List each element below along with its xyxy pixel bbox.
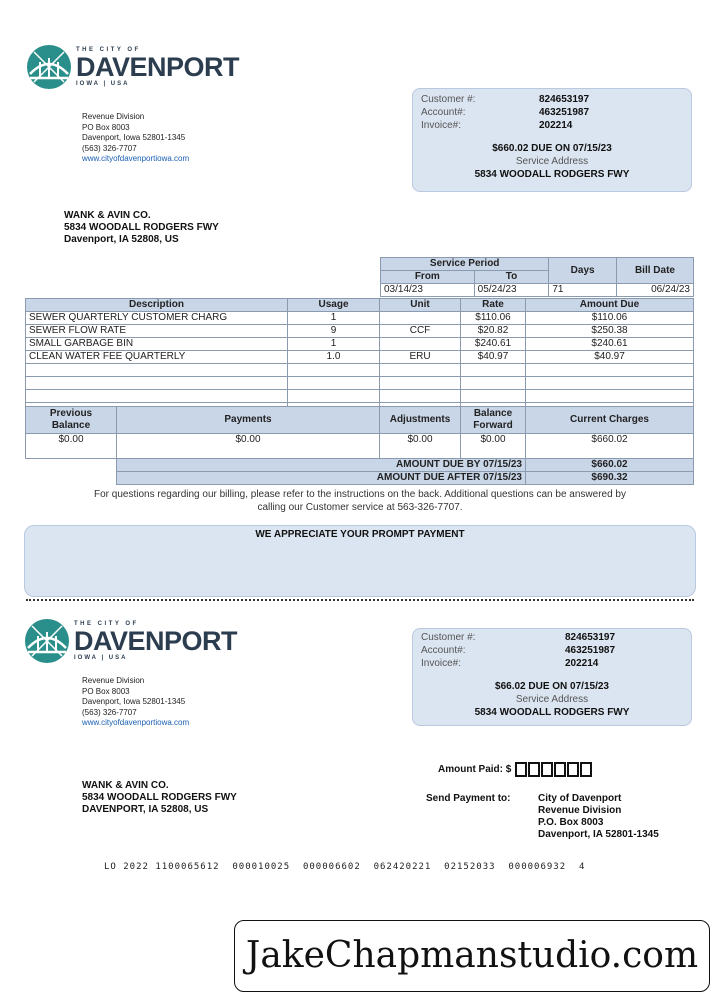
- days-header: Days: [549, 258, 617, 284]
- account-number-label: Account#:: [421, 107, 466, 118]
- empty-row: [26, 390, 694, 403]
- items-header-row: [26, 299, 694, 312]
- customer-street: 5834 WOODALL RODGERS FWY: [64, 222, 219, 233]
- customer-city: DAVENPORT, IA 52808, US: [82, 804, 209, 815]
- stub-sender-address: [82, 676, 189, 729]
- remit-line-2: Revenue Division: [538, 805, 622, 816]
- amount-paid-field: [438, 762, 593, 777]
- sender-phone: (563) 326-7707: [82, 143, 137, 153]
- empty-row: [26, 364, 694, 377]
- stub-account-info-box: [412, 628, 692, 726]
- sender-city: Davenport, Iowa 52801-1345: [82, 697, 186, 706]
- digit-box[interactable]: [528, 762, 540, 777]
- logo-top-text: THE CITY OF: [74, 621, 139, 627]
- customer-number-value: 824653197: [565, 632, 616, 643]
- customer-name: WANK & AVIN CO.: [64, 210, 151, 221]
- item-unit: [380, 338, 461, 351]
- customer-name: WANK & AVIN CO.: [82, 780, 169, 791]
- item-usage: 1.0: [288, 351, 380, 364]
- account-info-box: [412, 88, 692, 192]
- customer-number-label: Customer #:: [421, 94, 476, 105]
- city-logo: [26, 44, 239, 90]
- sender-box: PO Box 8003: [82, 686, 130, 696]
- digit-box[interactable]: [567, 762, 579, 777]
- service-to-date: 05/24/23: [474, 284, 549, 297]
- service-period-table: [380, 257, 694, 297]
- item-description: SMALL GARBAGE BIN: [26, 338, 288, 351]
- amount-due-line: $660.02 DUE ON 07/15/23: [492, 143, 612, 154]
- remit-line-1: City of Davenport: [538, 793, 622, 804]
- micr-scan-line: LO 2022 1100065612 000010025 000006602 062420221 02152033 000006932 4: [104, 862, 586, 872]
- summary-values-row: [26, 434, 694, 459]
- sender-division: Revenue Division: [82, 112, 145, 121]
- item-rate: $110.06: [461, 312, 526, 325]
- digit-box[interactable]: [515, 762, 527, 777]
- amount-paid-label: Amount Paid: $: [438, 764, 512, 775]
- item-amount: $40.97: [526, 351, 694, 364]
- item-rate: $20.82: [461, 325, 526, 338]
- service-days: 71: [549, 284, 617, 297]
- table-row: [26, 312, 694, 325]
- logo-name: DAVENPORT: [76, 52, 240, 82]
- studio-watermark: [234, 920, 710, 992]
- customer-number-label: Customer #:: [421, 632, 476, 643]
- appreciation-banner: [24, 525, 696, 597]
- adjustments-header: Adjustments: [380, 407, 461, 434]
- service-address-label: Service Address: [515, 694, 589, 705]
- item-amount: $250.38: [526, 325, 694, 338]
- from-header: From: [381, 271, 475, 284]
- sender-box: PO Box 8003: [82, 122, 130, 132]
- rate-header: Rate: [461, 299, 526, 312]
- davenport-bridge-emblem-icon: [26, 44, 72, 90]
- service-address-value: 5834 WOODALL RODGERS FWY: [474, 707, 630, 718]
- item-usage: 9: [288, 325, 380, 338]
- item-unit: [380, 312, 461, 325]
- logo-sub-text: IOWA | USA: [74, 655, 128, 661]
- item-rate: $40.97: [461, 351, 526, 364]
- sender-address: [82, 112, 189, 165]
- customer-street: 5834 WOODALL RODGERS FWY: [82, 792, 237, 803]
- item-description: SEWER QUARTERLY CUSTOMER CHARG: [26, 312, 288, 325]
- logo-name: DAVENPORT: [74, 626, 238, 656]
- usage-header: Usage: [288, 299, 380, 312]
- item-description: CLEAN WATER FEE QUARTERLY: [26, 351, 288, 364]
- payments-value: $0.00: [117, 434, 380, 459]
- amount-due-by-value: $660.02: [526, 459, 694, 472]
- amount-due-header: Amount Due: [526, 299, 694, 312]
- item-unit: CCF: [380, 325, 461, 338]
- previous-balance-value: $0.00: [26, 434, 117, 459]
- note-line-2: calling our Customer service at 563-326-7707.: [257, 502, 463, 513]
- item-amount: $240.61: [526, 338, 694, 351]
- summary-header-row: [26, 407, 694, 434]
- sender-division: Revenue Division: [82, 676, 145, 685]
- send-payment-label: Send Payment to:: [426, 793, 511, 804]
- current-charges-header: Current Charges: [526, 407, 694, 434]
- item-unit: ERU: [380, 351, 461, 364]
- balance-forward-value: $0.00: [461, 434, 526, 459]
- amount-due-by-label: AMOUNT DUE BY 07/15/23: [117, 459, 526, 472]
- table-row: [26, 351, 694, 364]
- item-rate: $240.61: [461, 338, 526, 351]
- line-items-table: [25, 298, 694, 416]
- amount-due-after-value: $690.32: [526, 472, 694, 485]
- previous-balance-header: Previous Balance: [26, 407, 117, 434]
- remit-address: [538, 793, 659, 841]
- customer-number-value: 824653197: [539, 94, 590, 105]
- sender-phone: (563) 326-7707: [82, 707, 137, 717]
- bill-date-header: Bill Date: [616, 258, 693, 284]
- sender-website-link[interactable]: www.cityofdavenportiowa.com: [82, 154, 190, 163]
- item-description: SEWER FLOW RATE: [26, 325, 288, 338]
- service-period-header: Service Period: [381, 258, 549, 271]
- sender-website-link[interactable]: www.cityofdavenportiowa.com: [82, 718, 190, 727]
- account-number-value: 463251987: [565, 645, 616, 656]
- stub-city-logo: [24, 618, 237, 664]
- empty-row: [26, 377, 694, 390]
- unit-header: Unit: [380, 299, 461, 312]
- account-number-value: 463251987: [539, 107, 590, 118]
- invoice-number-value: 202214: [565, 658, 599, 669]
- amount-due-after-row: [26, 472, 694, 485]
- table-row: [26, 338, 694, 351]
- invoice-number-label: Invoice#:: [421, 658, 462, 669]
- digit-box[interactable]: [541, 762, 553, 777]
- logo-top-text: THE CITY OF: [76, 47, 141, 53]
- amount-due-line: $66.02 DUE ON 07/15/23: [495, 681, 609, 692]
- appreciation-text: WE APPRECIATE YOUR PROMPT PAYMENT: [255, 529, 465, 540]
- amount-due-by-row: [26, 459, 694, 472]
- watermark-text: JakeChapmanstudio.com: [245, 935, 699, 976]
- digit-box[interactable]: [580, 762, 592, 777]
- digit-box[interactable]: [554, 762, 566, 777]
- amount-due-after-label: AMOUNT DUE AFTER 07/15/23: [117, 472, 526, 485]
- customer-address: [64, 210, 219, 246]
- payments-header: Payments: [117, 407, 380, 434]
- service-address-label: Service Address: [515, 156, 589, 167]
- service-address-value: 5834 WOODALL RODGERS FWY: [474, 169, 630, 180]
- invoice-number-value: 202214: [539, 120, 573, 131]
- customer-city: Davenport, IA 52808, US: [64, 234, 179, 245]
- item-usage: 1: [288, 338, 380, 351]
- note-line-1: For questions regarding our billing, please refer to the instructions on the back. Additional questions can be answered by: [94, 489, 626, 500]
- adjustments-value: $0.00: [380, 434, 461, 459]
- account-number-label: Account#:: [421, 645, 466, 656]
- balance-forward-header: Balance Forward: [461, 407, 526, 434]
- stub-customer-address: [82, 780, 237, 816]
- to-header: To: [474, 271, 549, 284]
- table-row: [26, 325, 694, 338]
- bill-date: 06/24/23: [616, 284, 693, 297]
- sender-city: Davenport, Iowa 52801-1345: [82, 133, 186, 142]
- remit-line-3: P.O. Box 8003: [538, 817, 604, 828]
- amount-paid-input-boxes[interactable]: [515, 762, 593, 777]
- davenport-bridge-emblem-icon: [24, 618, 70, 664]
- billing-questions-note: [20, 488, 700, 514]
- description-header: Description: [26, 299, 288, 312]
- invoice-number-label: Invoice#:: [421, 120, 462, 131]
- current-charges-value: $660.02: [526, 434, 694, 459]
- summary-table: [25, 406, 694, 485]
- item-amount: $110.06: [526, 312, 694, 325]
- logo-sub-text: IOWA | USA: [76, 81, 130, 87]
- remit-line-4: Davenport, IA 52801-1345: [538, 829, 659, 840]
- service-from-date: 03/14/23: [381, 284, 475, 297]
- tear-line-divider: [26, 599, 694, 601]
- item-usage: 1: [288, 312, 380, 325]
